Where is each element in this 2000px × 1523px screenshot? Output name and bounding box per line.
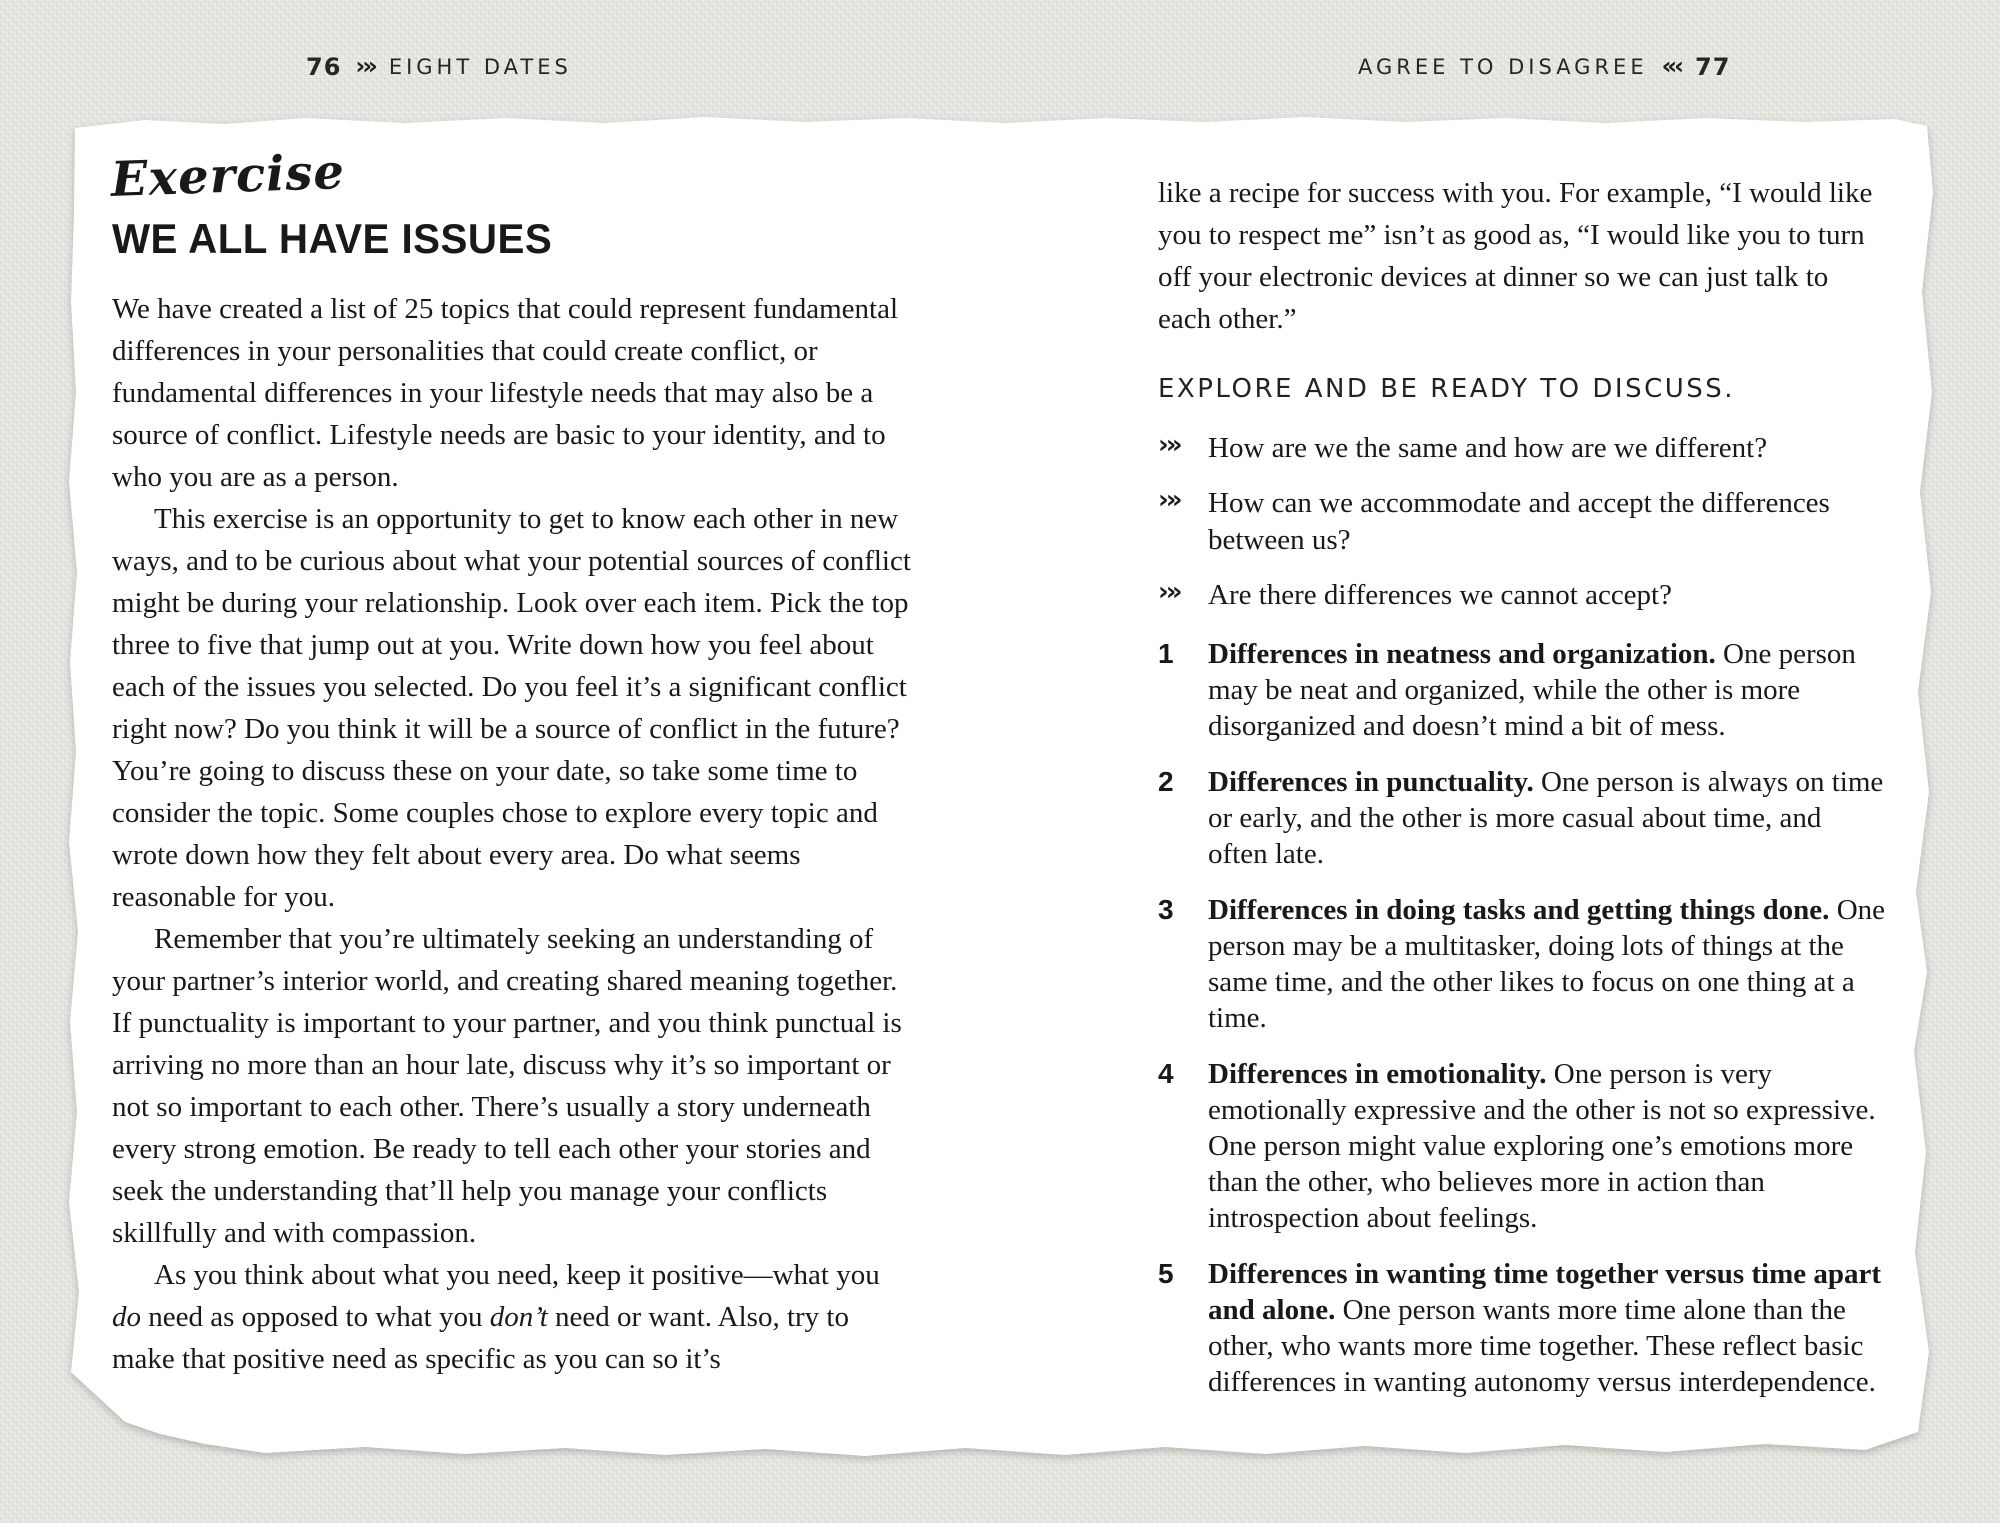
numbered-item bbox=[1158, 892, 1888, 1036]
item-number: 3 bbox=[1158, 894, 1174, 925]
italic-word: do bbox=[112, 1301, 141, 1333]
bullet-item bbox=[1158, 577, 1888, 614]
paragraph: This exercise is an opportunity to get to know each other in new ways, and to be curious about what your potential sources of conflict might be during your relationship. Look over each item. Pick the top three to five that jump out at you. Write down how you feel about each of the issues you selected. Do you feel it’s a significant conflict right now? Do you think it will be a source of conflict in the future? You’re going to discuss these on your date, so take some time to consider the topic. Some couples chose to explore every topic and wrote down how they felt about every area. Do what seems reasonable for you. bbox=[112, 503, 911, 913]
exercise-kicker: Exercise bbox=[109, 143, 346, 209]
numbered-item bbox=[1158, 636, 1888, 744]
item-lead: Differences in doing tasks and getting things done. bbox=[1208, 894, 1830, 926]
right-page-column bbox=[1158, 172, 1888, 1420]
text-segment: need as opposed to what you bbox=[141, 1301, 490, 1333]
bullet-chevron-icon: ›» bbox=[1158, 485, 1180, 515]
item-lead: Differences in punctuality. bbox=[1208, 766, 1534, 798]
page-number-left: 76 bbox=[306, 53, 342, 81]
page-number-right: 77 bbox=[1695, 53, 1731, 81]
paragraph: Remember that you’re ultimately seeking an understanding of your partner’s interior world, and creating shared meaning together. If punctuality is important to your partner, and you think punctual is arriving no more than an hour late, discuss why it’s so important or not so important to each other. There’s usually a story underneath every strong emotion. Be ready to tell each other your stories and seek the understanding that’ll help you manage your conflicts skillfully and with compassion. bbox=[112, 923, 902, 1249]
italic-word: don’t bbox=[489, 1301, 548, 1333]
bullet-item bbox=[1158, 430, 1888, 467]
discussion-bullet-list bbox=[1158, 430, 1888, 614]
text-segment: As you think about what you need, keep it positive—what you bbox=[154, 1259, 880, 1291]
item-number: 4 bbox=[1158, 1058, 1174, 1089]
item-lead: Differences in wanting time together versus time apart and alone. bbox=[1208, 1258, 1882, 1326]
left-page-column bbox=[109, 143, 912, 1380]
item-body: One person is always on time or early, and the other is more casual about time, and often late. bbox=[1208, 766, 1884, 870]
exercise-title: WE ALL HAVE ISSUES bbox=[112, 215, 553, 262]
paragraph bbox=[112, 1254, 912, 1380]
continuation-paragraph: like a recipe for success with you. For example, “I would like you to respect me” isn’t as good as, “I would like you to turn off your electronic devices at dinner so we can just talk to each other.” bbox=[1158, 177, 1873, 335]
numbered-item bbox=[1158, 1056, 1888, 1236]
differences-numbered-list bbox=[1158, 636, 1888, 1400]
triple-chevron-right-icon: ›» bbox=[355, 52, 375, 80]
left-body-copy bbox=[112, 288, 912, 1380]
item-body: One person may be neat and organized, while the other is more disorganized and doesn’t mind a bit of mess. bbox=[1208, 638, 1856, 742]
bullet-chevron-icon: ›» bbox=[1158, 577, 1180, 607]
bullet-chevron-icon: ›» bbox=[1158, 430, 1180, 460]
bullet-text: How are we the same and how are we different? bbox=[1208, 432, 1768, 464]
paragraph: We have created a list of 25 topics that could represent fundamental differences in your personalities that could create conflict, or fundamental differences in your lifestyle needs that may also be a source of conflict. Lifestyle needs are basic to your identity, and to who you are as a person. bbox=[112, 293, 899, 493]
item-lead: Differences in neatness and organization. bbox=[1208, 638, 1716, 670]
item-lead: Differences in emotionality. bbox=[1208, 1058, 1547, 1090]
section-heading: EXPLORE AND BE READY TO DISCUSS. bbox=[1158, 374, 1736, 404]
item-number: 5 bbox=[1158, 1258, 1174, 1289]
numbered-item bbox=[1158, 764, 1888, 872]
triple-chevron-left-icon: «‹ bbox=[1661, 52, 1681, 80]
item-number: 1 bbox=[1158, 638, 1174, 669]
item-body: One person may be a multitasker, doing lots of things at the same time, and the other likes to focus on one thing at a time. bbox=[1208, 894, 1886, 1034]
item-body: One person is very emotionally expressive and the other is not so expressive. One person might value exploring one’s emotions more than the other, who believes more in action than introspection about feelings. bbox=[1208, 1058, 1876, 1234]
item-body: One person wants more time alone than the other, who wants more time together. These reflect basic differences in wanting autonomy versus interdependence. bbox=[1208, 1294, 1876, 1398]
book-title: EIGHT DATES bbox=[388, 55, 572, 79]
bullet-text: How can we accommodate and accept the differences between us? bbox=[1208, 487, 1830, 556]
bullet-item bbox=[1158, 485, 1888, 559]
bullet-text: Are there differences we cannot accept? bbox=[1208, 579, 1672, 611]
text-segment: need or want. Also, try to make that positive need as specific as you can so it’s bbox=[112, 1301, 849, 1375]
item-number: 2 bbox=[1158, 766, 1174, 797]
chapter-title: AGREE TO DISAGREE bbox=[1358, 55, 1648, 79]
numbered-item bbox=[1158, 1256, 1888, 1400]
